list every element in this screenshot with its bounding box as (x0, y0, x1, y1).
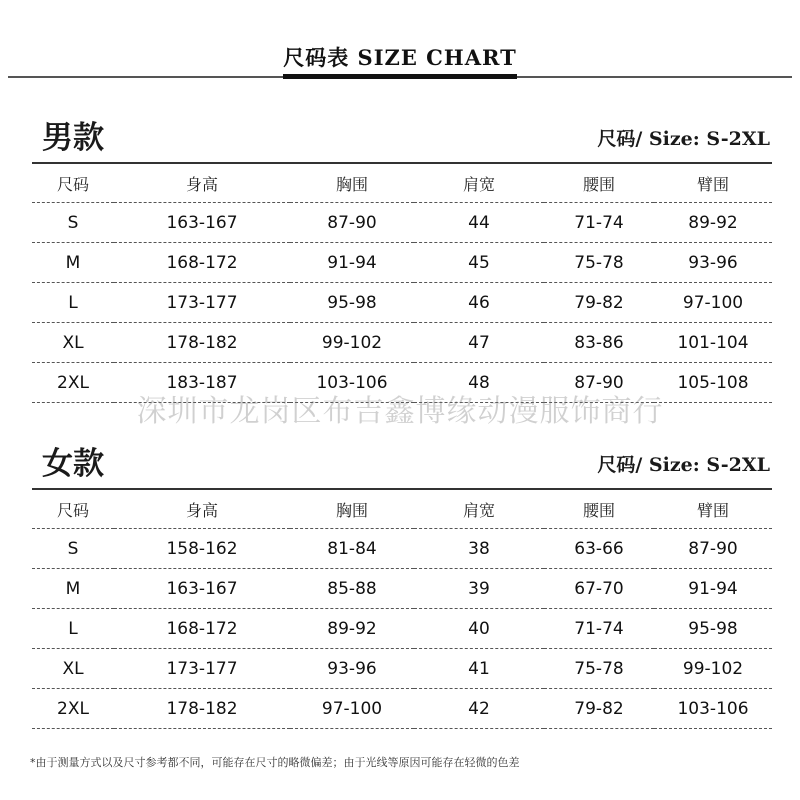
cell-height: 178-182 (114, 689, 290, 729)
table-row (32, 203, 772, 243)
cell-waist: 75-78 (544, 649, 654, 689)
cell-shoulder: 47 (414, 323, 544, 363)
cell-chest: 95-98 (290, 283, 414, 323)
cell-height: 168-172 (114, 609, 290, 649)
cell-height: 173-177 (114, 649, 290, 689)
cell-waist: 79-82 (544, 689, 654, 729)
cell-size: 2XL (32, 689, 114, 729)
col-header-height: 身高 (114, 490, 290, 529)
col-header-shoulder: 肩宽 (414, 490, 544, 529)
cell-arm: 93-96 (654, 243, 772, 283)
cell-height: 178-182 (114, 323, 290, 363)
men-size-range: 尺码/ Size: S-2XL (597, 128, 770, 150)
women-section-header (32, 436, 772, 488)
women-size-range: 尺码/ Size: S-2XL (597, 454, 770, 476)
col-header-arm: 臂围 (654, 490, 772, 529)
col-header-chest: 胸围 (290, 164, 414, 203)
cell-waist: 67-70 (544, 569, 654, 609)
men-section-title: 男款 (42, 120, 104, 156)
title-accent-bar (283, 74, 517, 79)
col-header-waist: 腰围 (544, 490, 654, 529)
cell-shoulder: 39 (414, 569, 544, 609)
women-header-row (32, 490, 772, 529)
cell-size: XL (32, 649, 114, 689)
cell-chest: 81-84 (290, 529, 414, 569)
cell-size: M (32, 569, 114, 609)
cell-waist: 71-74 (544, 203, 654, 243)
cell-size: L (32, 609, 114, 649)
watermark-text: 深圳市龙岗区布吉鑫博缘动漫服饰商行 (136, 394, 664, 429)
women-size-table (32, 490, 772, 729)
cell-arm: 95-98 (654, 609, 772, 649)
cell-size: L (32, 283, 114, 323)
women-section (32, 436, 772, 729)
cell-shoulder: 38 (414, 529, 544, 569)
women-section-title: 女款 (42, 446, 104, 482)
table-row (32, 283, 772, 323)
cell-chest: 99-102 (290, 323, 414, 363)
cell-waist: 79-82 (544, 283, 654, 323)
cell-chest: 93-96 (290, 649, 414, 689)
table-row (32, 363, 772, 403)
col-header-arm: 臂围 (654, 164, 772, 203)
table-row (32, 529, 772, 569)
col-header-waist: 腰围 (544, 164, 654, 203)
cell-waist: 75-78 (544, 243, 654, 283)
cell-arm: 103-106 (654, 689, 772, 729)
table-row (32, 323, 772, 363)
cell-size: S (32, 529, 114, 569)
cell-height: 163-167 (114, 203, 290, 243)
cell-height: 158-162 (114, 529, 290, 569)
cell-waist: 71-74 (544, 609, 654, 649)
cell-chest: 85-88 (290, 569, 414, 609)
table-row (32, 609, 772, 649)
cell-shoulder: 46 (414, 283, 544, 323)
footnote: *由于测量方式以及尺寸参考都不同，可能存在尺寸的略微偏差；由于光线等原因可能存在轻微的色差 (30, 756, 520, 769)
cell-waist: 87-90 (544, 363, 654, 403)
cell-arm: 101-104 (654, 323, 772, 363)
cell-height: 163-167 (114, 569, 290, 609)
col-header-chest: 胸围 (290, 490, 414, 529)
cell-arm: 89-92 (654, 203, 772, 243)
col-header-size: 尺码 (32, 490, 114, 529)
cell-shoulder: 45 (414, 243, 544, 283)
cell-size: XL (32, 323, 114, 363)
cell-shoulder: 40 (414, 609, 544, 649)
cell-size: S (32, 203, 114, 243)
cell-shoulder: 41 (414, 649, 544, 689)
cell-height: 173-177 (114, 283, 290, 323)
cell-waist: 83-86 (544, 323, 654, 363)
table-row (32, 689, 772, 729)
cell-arm: 91-94 (654, 569, 772, 609)
cell-arm: 87-90 (654, 529, 772, 569)
cell-shoulder: 48 (414, 363, 544, 403)
cell-height: 168-172 (114, 243, 290, 283)
cell-chest: 87-90 (290, 203, 414, 243)
table-row (32, 243, 772, 283)
cell-chest: 89-92 (290, 609, 414, 649)
cell-height: 183-187 (114, 363, 290, 403)
cell-shoulder: 44 (414, 203, 544, 243)
cell-arm: 97-100 (654, 283, 772, 323)
cell-size: 2XL (32, 363, 114, 403)
table-row (32, 569, 772, 609)
men-section-header (32, 110, 772, 162)
cell-chest: 103-106 (290, 363, 414, 403)
col-header-height: 身高 (114, 164, 290, 203)
table-row (32, 649, 772, 689)
cell-arm: 99-102 (654, 649, 772, 689)
cell-waist: 63-66 (544, 529, 654, 569)
page-title: 尺码表 SIZE CHART (283, 45, 517, 70)
men-section (32, 110, 772, 403)
men-header-row (32, 164, 772, 203)
col-header-size: 尺码 (32, 164, 114, 203)
cell-shoulder: 42 (414, 689, 544, 729)
men-size-table (32, 164, 772, 403)
col-header-shoulder: 肩宽 (414, 164, 544, 203)
cell-arm: 105-108 (654, 363, 772, 403)
cell-chest: 91-94 (290, 243, 414, 283)
cell-chest: 97-100 (290, 689, 414, 729)
cell-size: M (32, 243, 114, 283)
